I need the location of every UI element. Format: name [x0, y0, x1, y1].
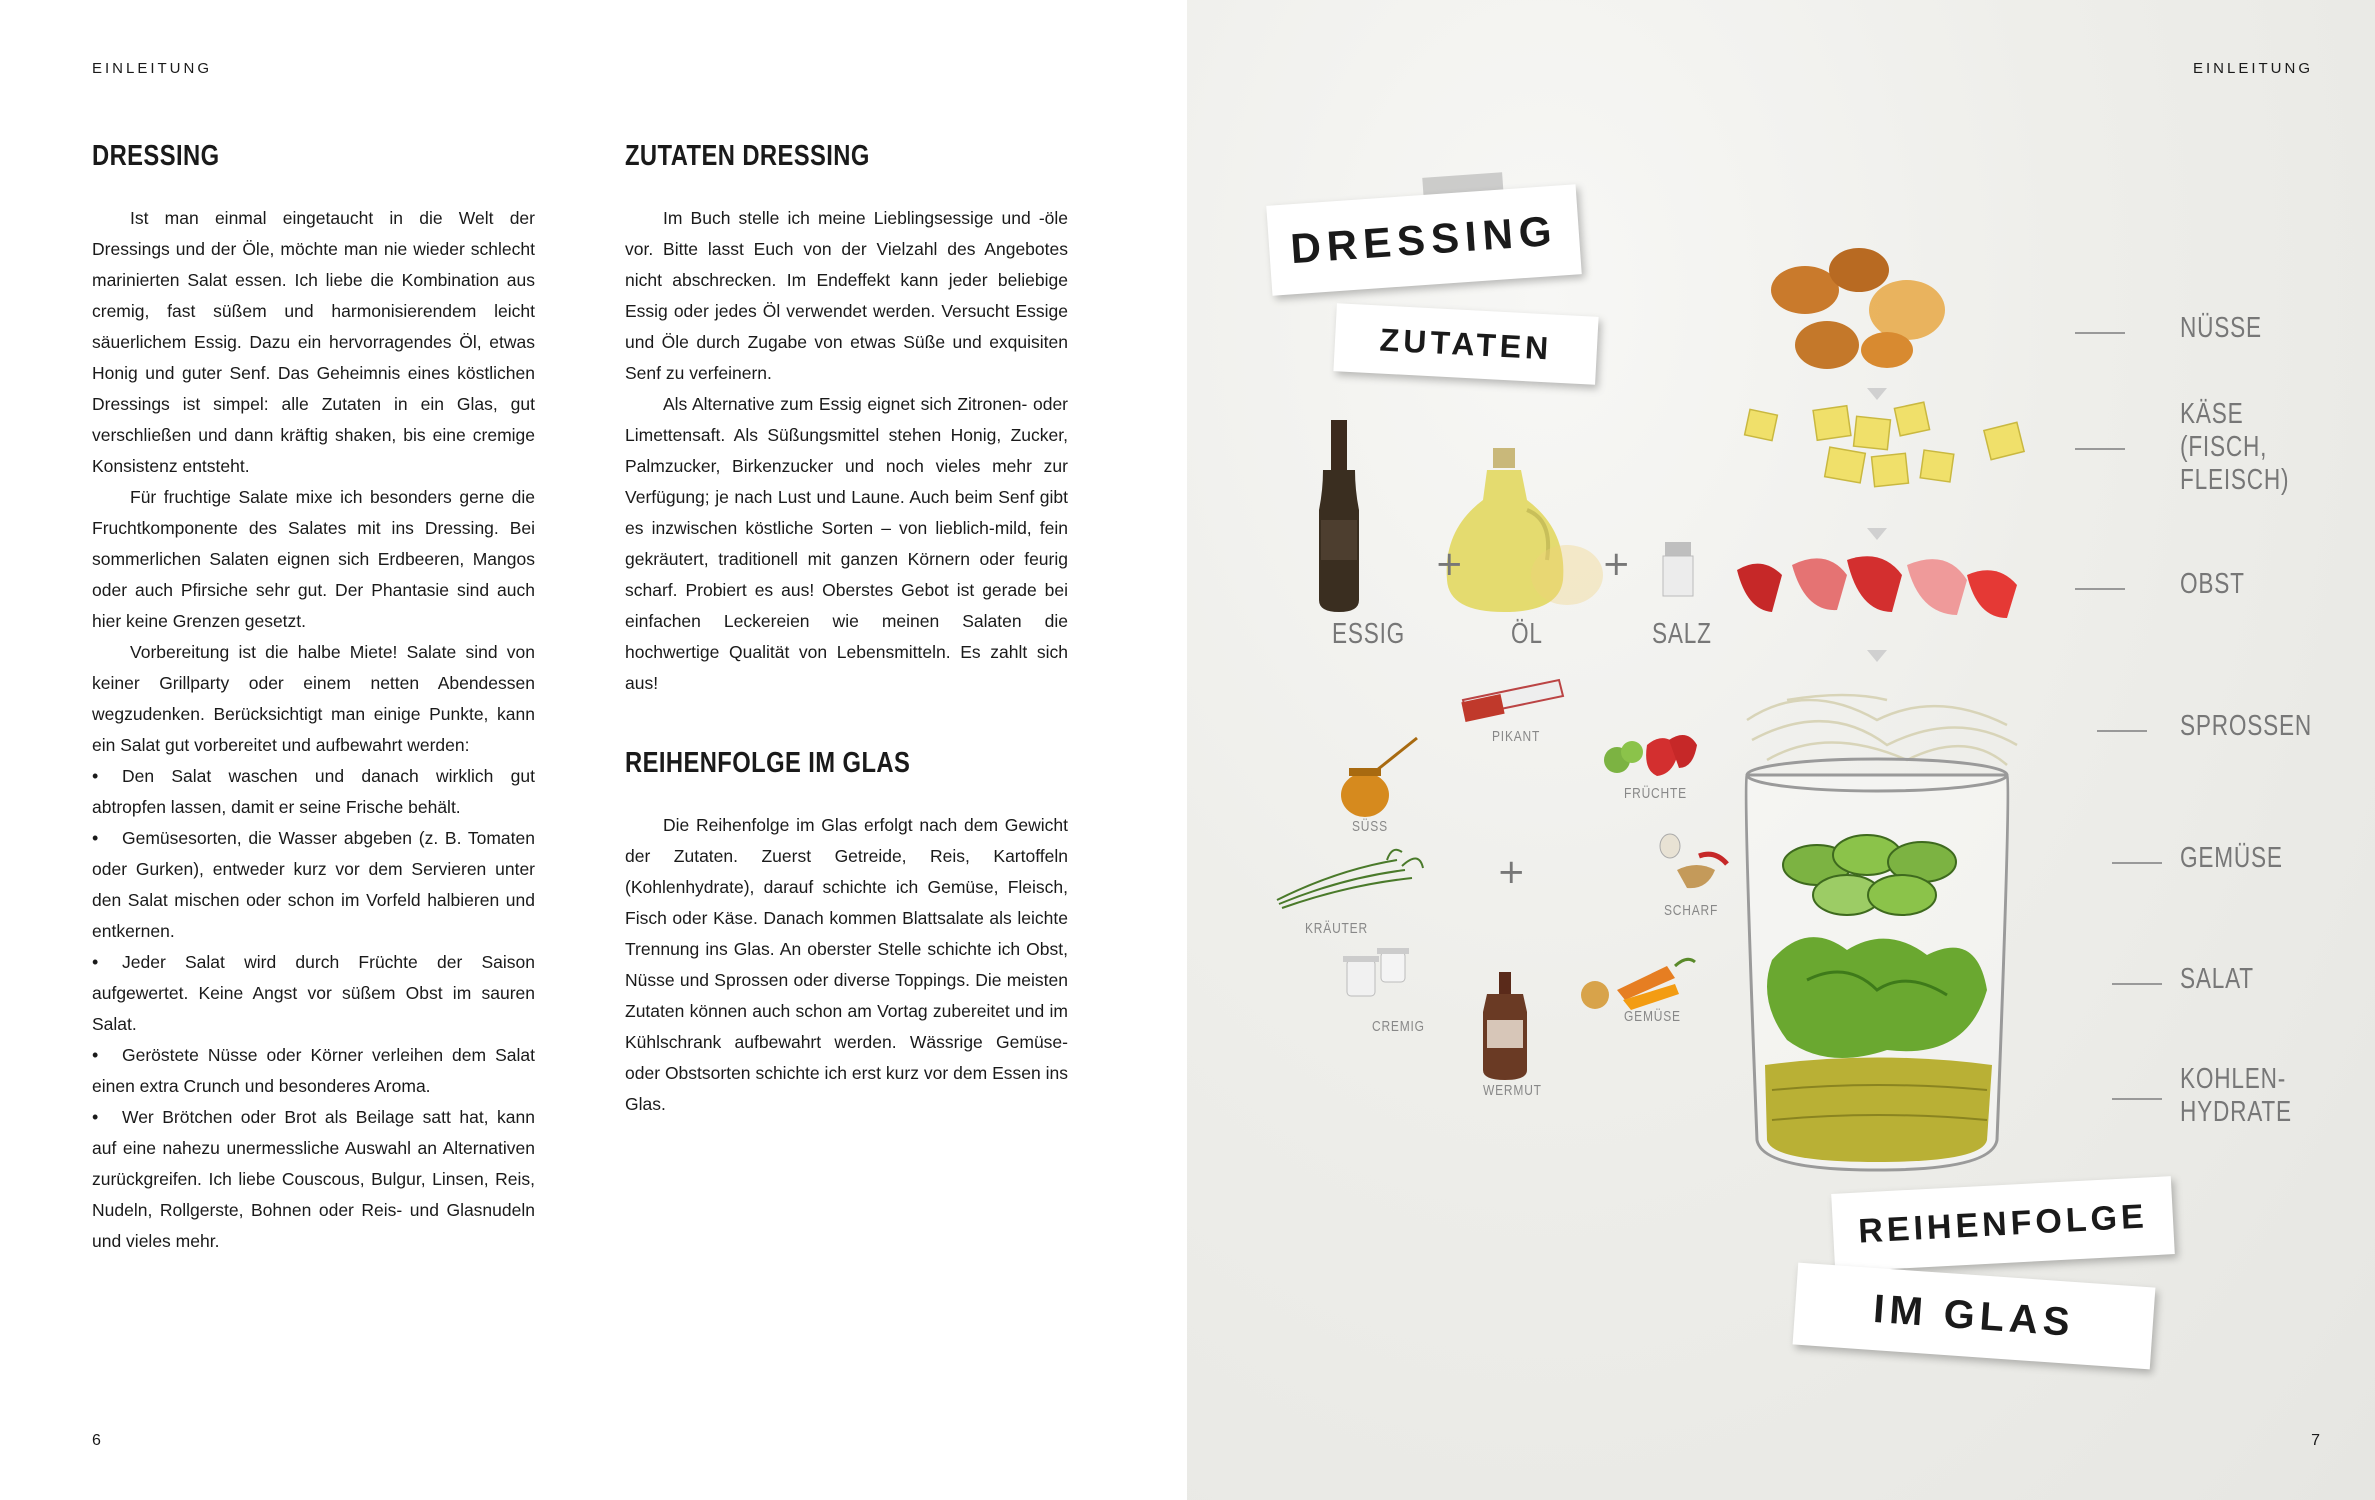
oil-jar-icon: [1447, 448, 1603, 612]
list-item: • Jeder Salat wird durch Früchte der Saison aufgewertet. Keine Angst vor süßem Obst im sauren Salat.: [92, 947, 535, 1040]
label-zutaten: ZUTATEN: [1333, 303, 1598, 385]
layer-sprossen: SPROSSEN: [2180, 710, 2312, 742]
caption-pikant: PIKANT: [1492, 728, 1541, 745]
caption-suess: SÜSS: [1352, 818, 1388, 835]
layer-kaese-fleisch: FLEISCH): [2180, 464, 2290, 496]
running-head-right: EINLEITUNG: [2192, 60, 2313, 77]
page-number-right: 7: [2311, 1432, 2320, 1449]
salad-jar-illustration: [1737, 248, 2024, 1170]
honey-jar-icon: [1341, 738, 1417, 817]
caption-salz: SALZ: [1652, 618, 1712, 650]
vegetables-icon: [1581, 959, 1695, 1010]
layer-obst: OBST: [2180, 568, 2245, 600]
salt-shaker-icon: [1663, 542, 1693, 596]
caption-scharf: SCHARF: [1664, 902, 1719, 919]
layer-nuesse: NÜSSE: [2180, 312, 2262, 344]
list-item: • Geröstete Nüsse oder Körner verleihen dem Salat einen extra Crunch und besonderes Aroma.: [92, 1040, 535, 1102]
mustard-tube-icon: [1461, 680, 1563, 722]
list-item: • Den Salat waschen und danach wirklich gut abtropfen lassen, damit er seine Frische behält.: [92, 761, 535, 823]
caption-gemuese-extra: GEMÜSE: [1624, 1008, 1681, 1025]
column-zutaten: [625, 140, 1068, 1120]
nuts-layer: [1771, 248, 1945, 369]
spices-icon: [1660, 834, 1727, 888]
heading-dressing: DRESSING: [92, 140, 220, 172]
layer-gemuese: GEMÜSE: [2180, 842, 2283, 874]
list-item: • Wer Brötchen oder Brot als Beilage satt hat, kann auf eine nahezu unermessliche Auswahl an Alternativen zurückgreifen. Ich liebe Couscous, Bulgur, Linsen, Reis, Nudeln, Rollgerste, Bohnen oder Reis- und Glasnudeln und vieles mehr.: [92, 1102, 535, 1257]
plus-symbol: +: [1602, 544, 1631, 584]
layer-kaese: KÄSE: [2180, 398, 2244, 430]
paragraph: Für fruchtige Salate mixe ich besonders gerne die Fruchtkomponente des Salates mit ins Dressing. Bei sommerlichen Salaten eignen sich Erdbeeren, Mangos oder auch Pfirsiche sehr gut. Der Phantasie sind auch hier keine Grenzen gesetzt.: [92, 487, 535, 631]
column-dressing: [92, 140, 535, 1257]
cream-pots-icon: [1343, 948, 1409, 996]
left-page: [0, 0, 1187, 1500]
layer-kaese-fisch: (FISCH,: [2180, 431, 2268, 463]
grain-layer: [1765, 1058, 1992, 1163]
heading-reihenfolge: REIHENFOLGE IM GLAS: [625, 747, 911, 779]
paragraph: Ist man einmal eingetaucht in die Welt der Dressings und der Öle, möchte man nie wieder schlecht marinierten Salat essen. Ich liebe die Kombination aus cremig, fast süßem und harmonisierendem leicht säuerlichem Essig. Dazu ein hervorragendes Öl, etwas Honig und guter Senf. Das Geheimnis eines köstlichen Dressings ist simpel: alle Zutaten in ein Glas, gut verschließen und dann kräftig shaken, bis eine cremige Konsistenz entsteht.: [92, 208, 535, 476]
fruits-icon: [1604, 735, 1697, 776]
vermouth-bottle-icon: [1483, 972, 1527, 1080]
page-number-left: 6: [92, 1432, 101, 1449]
caption-kraeuter: KRÄUTER: [1305, 920, 1368, 937]
tips-list: [92, 761, 535, 1257]
caption-fruechte: FRÜCHTE: [1624, 785, 1687, 802]
sprouts-layer: [1747, 695, 2017, 765]
caption-oel: ÖL: [1511, 618, 1543, 650]
layer-kohlenhydrate-2: HYDRATE: [2180, 1096, 2292, 1128]
cheese-layer: [1745, 402, 2025, 487]
fruit-layer: [1737, 556, 2017, 618]
list-item: • Gemüsesorten, die Wasser abgeben (z. B. Tomaten oder Gurken), entweder kurz vor dem Servieren unter den Salat mischen oder schon im Vorfeld halbieren und entkernen.: [92, 823, 535, 947]
caption-cremig: CREMIG: [1372, 1018, 1425, 1035]
running-head-left: EINLEITUNG: [92, 60, 213, 77]
label-reihenfolge: REIHENFOLGE: [1831, 1176, 2175, 1272]
layer-salat: SALAT: [2180, 963, 2254, 995]
right-page: [1187, 0, 2375, 1500]
paragraph: Als Alternative zum Essig eignet sich Zitronen- oder Limettensaft. Als Süßungsmittel stehen Honig, Zucker, Palmzucker, Birkenzucker und noch vieles mehr zur Verfügung; je nach Lust und Laune. Auch beim Senf gibt es inzwischen köstliche Sorten – von lieblich-mild, fein gekräutert, traditionell mit ganzen Körnern oder feurig scharf. Probiert es aus! Oberstes Gebot ist gerade bei einfachen Leckereien wie meinen Salaten die hochwertige Qualität von Lebensmitteln. Es zahlt sich aus!: [625, 394, 1068, 693]
plus-symbol: +: [1497, 852, 1526, 892]
heading-zutaten-dressing: ZUTATEN DRESSING: [625, 140, 870, 172]
herbs-icon: [1277, 850, 1423, 908]
caption-wermut: WERMUT: [1483, 1082, 1542, 1099]
paragraph: Im Buch stelle ich meine Lieblingsessige und -öle vor. Bitte lasst Euch von der Vielzahl des Angebotes nicht abschrecken. Im Endeffekt kann jeder beliebige Essig oder jedes Öl verwendet werden. Versucht Essige und Öle durch Zugabe von etwas Süße und exquisiten Senf zu verfeinern.: [625, 208, 1068, 383]
vinegar-bottle-icon: [1319, 420, 1359, 612]
caption-essig: ESSIG: [1332, 618, 1406, 650]
plus-symbol: +: [1435, 544, 1464, 584]
label-dressing: DRESSING: [1266, 184, 1582, 295]
label-im-glas: IM GLAS: [1793, 1263, 2156, 1370]
layer-kohlenhydrate: KOHLEN-: [2180, 1063, 2287, 1095]
paragraph: Die Reihenfolge im Glas erfolgt nach dem Gewicht der Zutaten. Zuerst Getreide, Reis, Kartoffeln (Kohlenhydrate), darauf schichte ich Gemüse, Fleisch, Fisch oder Käse. Danach kommen Blattsalate als leichte Trennung ins Glas. An oberster Stelle schichte ich Obst, Nüsse und Sprossen oder diverse Toppings. Die meisten Zutaten können auch schon am Vortag zubereitet und im Kühlschrank aufbewahrt werden. Wässrige Gemüse- oder Obstsorten schichte ich erst kurz vor dem Essen ins Glas.: [625, 815, 1068, 1114]
paragraph: Vorbereitung ist die halbe Miete! Salate sind von keiner Grillparty oder einem netten Abendessen wegzudenken. Berücksichtigt man einige Punkte, kann ein Salat gut vorbereitet und aufbewahrt werden:: [92, 642, 535, 755]
